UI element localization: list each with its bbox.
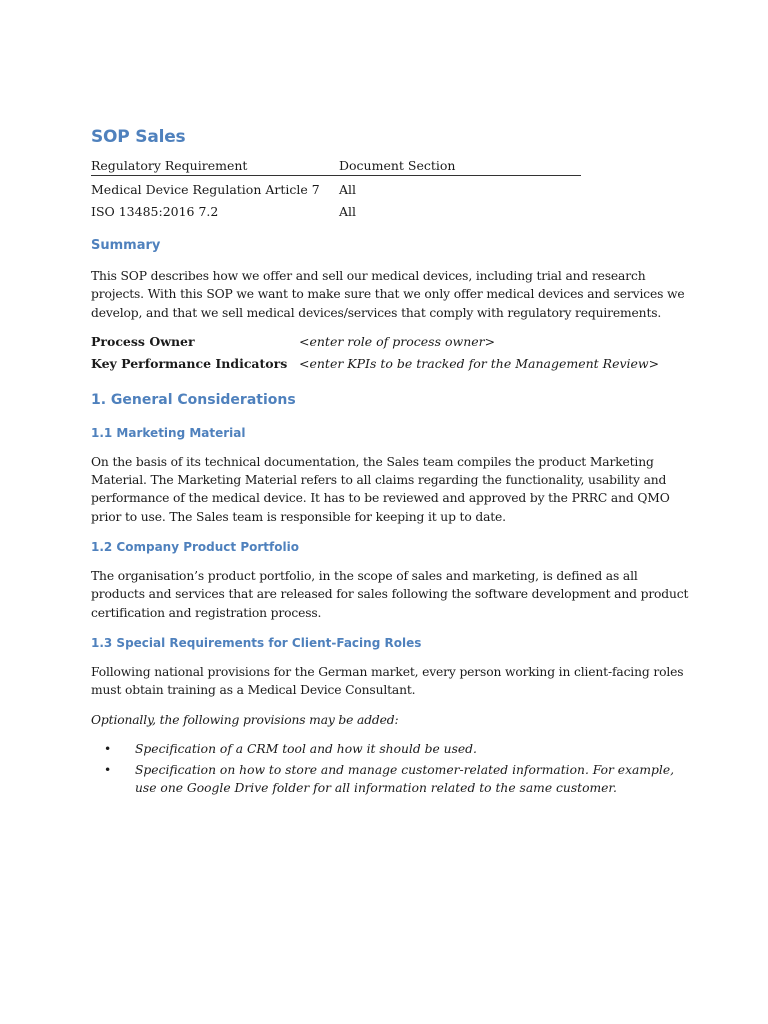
kpi-value: <enter KPIs to be tracked for the Management Review> xyxy=(299,355,660,371)
table-row xyxy=(91,198,581,220)
list-item xyxy=(91,761,691,798)
page-title: SOP Sales xyxy=(91,127,186,147)
kpi-label: Key Performance Indicators xyxy=(91,355,288,371)
process-owner-row xyxy=(91,331,691,353)
section-1-3-heading: 1.3 Special Requirements for Client-Facing Roles xyxy=(91,635,422,650)
list-item xyxy=(91,740,691,758)
table-header-row xyxy=(91,154,581,176)
section-1-2-heading: 1.2 Company Product Portfolio xyxy=(91,540,299,555)
regulatory-requirements-table xyxy=(91,154,581,220)
section-1-heading: 1. General Considerations xyxy=(91,391,296,408)
optional-provisions-intro: Optionally, the following provisions may be added: xyxy=(91,712,399,727)
summary-text: This SOP describes how we offer and sell our medical devices, including trial and research projects. With this SOP we want to make sure that we only offer medical devices and services we develop, and that we sell medical devices/services that comply with regulatory requirements. xyxy=(91,269,685,320)
process-owner-label: Process Owner xyxy=(91,333,195,349)
list-item-text: Specification on how to store and manage customer-related information. For example, use one Google Drive folder for all information related to the same customer. xyxy=(135,762,675,795)
section-1-2-text: The organisation’s product portfolio, in the scope of sales and marketing, is defined as all products and services that are released for sales following the software development and product certification and registration process. xyxy=(91,569,689,620)
optional-provisions-list xyxy=(91,740,691,797)
table-cell-requirement: ISO 13485:2016 7.2 xyxy=(91,204,219,219)
table-row xyxy=(91,176,581,199)
section-1-3-text: Following national provisions for the German market, every person working in client-facing roles must obtain training as a Medical Device Consultant. xyxy=(91,664,684,698)
document-page xyxy=(91,120,691,800)
bullet-icon: • xyxy=(104,762,112,777)
table-header-requirement: Regulatory Requirement xyxy=(91,154,339,176)
section-1-1-text: On the basis of its technical documentation, the Sales team compiles the product Marketing Material. The Marketing Material refers to all claims regarding the functionality, usability and performance of the medical device. It has to be reviewed and approved by the PRRC and QMO prior to use. The Sales team is responsible for keeping it up to date. xyxy=(91,454,670,524)
table-header-section: Document Section xyxy=(339,154,581,176)
list-item-text: Specification of a CRM tool and how it should be used. xyxy=(135,741,477,756)
table-cell-requirement: Medical Device Regulation Article 7 xyxy=(91,182,320,197)
summary-heading: Summary xyxy=(91,238,161,253)
section-1-1-heading: 1.1 Marketing Material xyxy=(91,425,246,440)
table-cell-section: All xyxy=(339,204,357,219)
kpi-row xyxy=(91,353,691,375)
table-cell-section: All xyxy=(339,182,357,197)
bullet-icon: • xyxy=(104,741,112,756)
process-owner-value: <enter role of process owner> xyxy=(299,333,496,349)
